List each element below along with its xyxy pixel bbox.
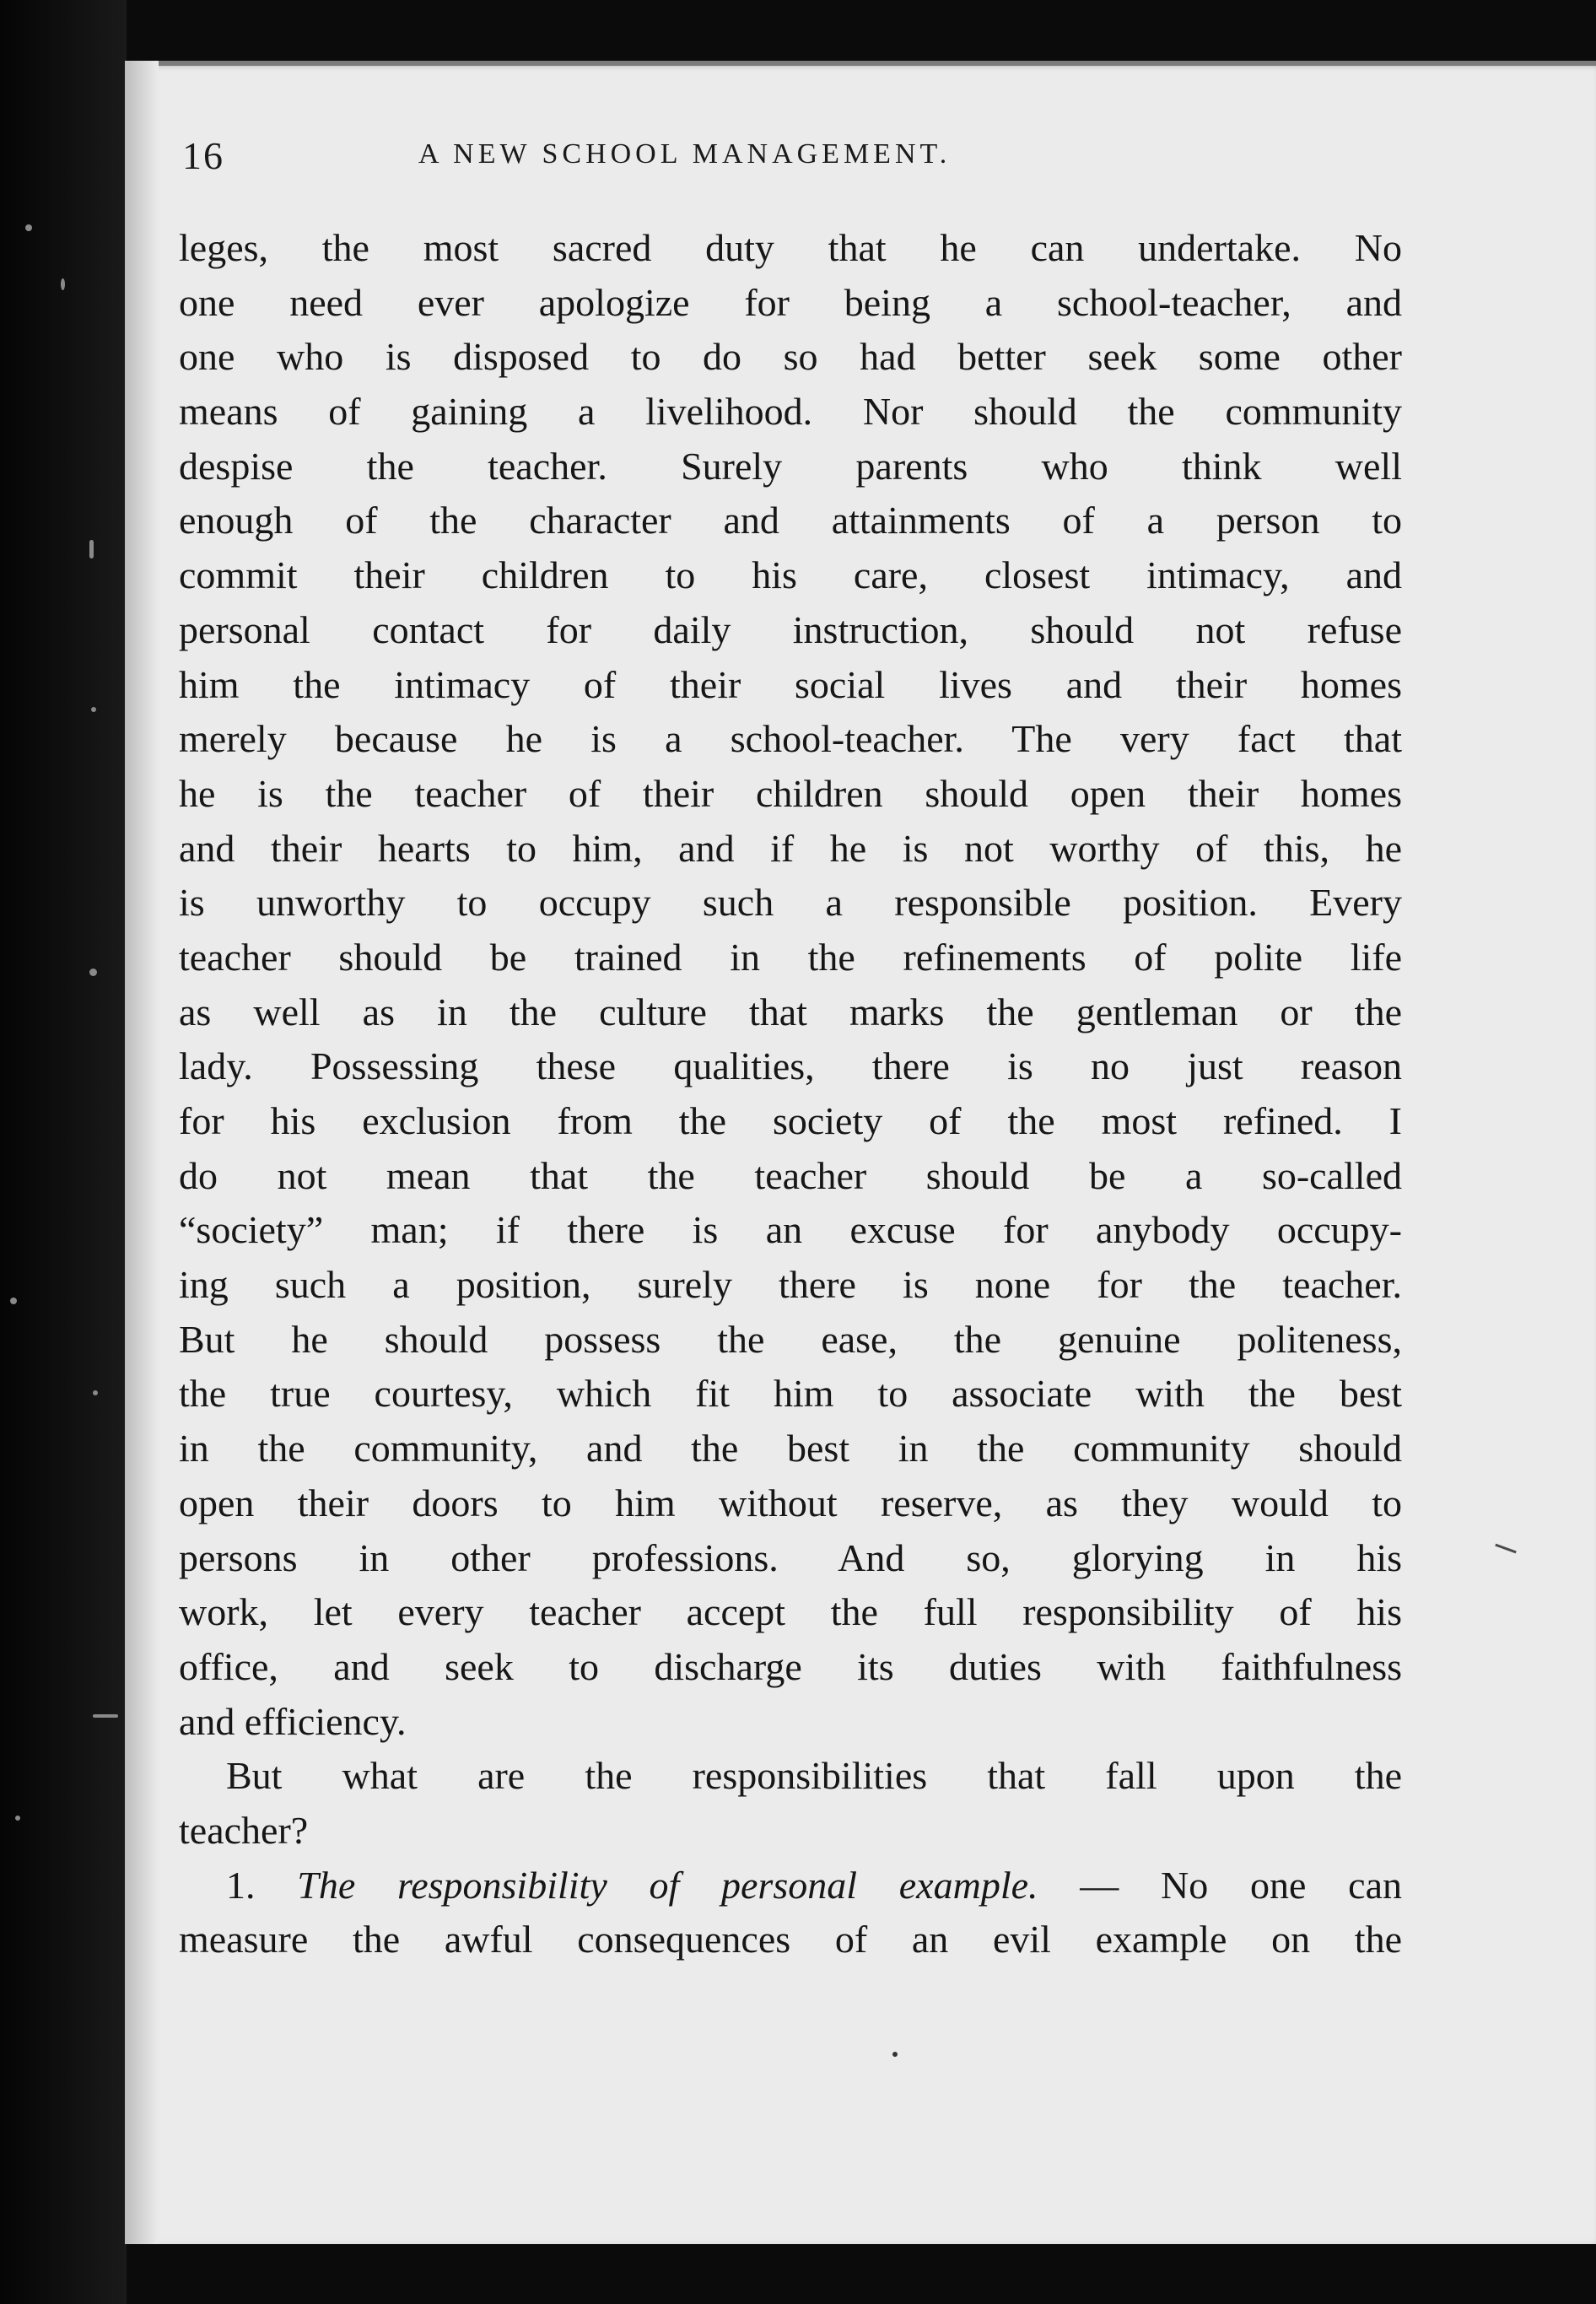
text-line: ing such a position, surely there is none for the teacher.	[179, 1263, 1402, 1307]
text-line: means of gaining a livelihood. Nor should the community	[179, 390, 1402, 434]
scan-speck	[89, 969, 97, 976]
text-line: measure the awful consequences of an evil example on the	[179, 1918, 1402, 1961]
text-line: persons in other professions. And so, glorying in his	[179, 1535, 1402, 1579]
running-head	[182, 133, 1171, 187]
text-line: But he should possess the ease, the genuine politeness,	[179, 1317, 1402, 1361]
running-title: A NEW SCHOOL MANAGEMENT.	[418, 138, 952, 170]
text-line: in the community, and the best in the community should	[179, 1427, 1402, 1470]
scan-speck	[61, 278, 65, 290]
text-line: is unworthy to occupy such a responsible position. Every	[179, 881, 1402, 925]
text-line: teacher?	[179, 1808, 309, 1852]
heading-continuation: — No one can	[1080, 1863, 1402, 1907]
text-line: open their doors to him without reserve, as they would to	[179, 1481, 1402, 1524]
text-line: leges, the most sacred duty that he can undertake. No	[179, 226, 1402, 269]
text-line: commit their children to his care, closest intimacy, and	[179, 553, 1402, 597]
scan-speck	[10, 1298, 17, 1304]
text-line: for his exclusion from the society of the most refined. I	[179, 1099, 1402, 1142]
text-line: he is the teacher of their children should open their homes	[179, 771, 1402, 815]
page-top-edge	[125, 61, 1596, 66]
ink-dot	[892, 2052, 898, 2057]
text-line: merely because he is a school-teacher. The very fact that	[179, 717, 1402, 761]
scan-speck	[89, 540, 94, 558]
paragraph	[179, 1749, 1402, 1858]
italic-heading: The responsibility of personal example.	[297, 1863, 1038, 1907]
scan-speck	[93, 1714, 118, 1718]
text-line: personal contact for daily instruction, should not refuse	[179, 607, 1402, 651]
paragraph	[179, 221, 1402, 1749]
text-line: the true courtesy, which fit him to associate with the best	[179, 1372, 1402, 1416]
scan-speck	[15, 1816, 20, 1821]
text-line: work, let every teacher accept the full responsibility of his	[179, 1590, 1402, 1634]
text-line: do not mean that the teacher should be a so-called	[179, 1153, 1402, 1197]
text-line: enough of the character and attainments of a person to	[179, 499, 1402, 542]
text-line: and their hearts to him, and if he is not worthy of this, he	[179, 826, 1402, 870]
numbered-heading-line	[179, 1859, 1402, 1913]
book-binding-edge	[0, 0, 127, 2304]
text-line: office, and seek to discharge its duties with faithfulness	[179, 1644, 1402, 1688]
page-gutter-shadow	[125, 61, 159, 2244]
text-line: But what are the responsibilities that fall upon the	[226, 1754, 1402, 1798]
text-line: one need ever apologize for being a school-teacher, and	[179, 280, 1402, 324]
text-line: “society” man; if there is an excuse for anybody occupy-	[179, 1208, 1402, 1252]
scan-speck	[93, 1390, 98, 1395]
scan-speck	[25, 224, 32, 231]
text-line: lady. Possessing these qualities, there is no just reason	[179, 1044, 1402, 1088]
body-text	[179, 221, 1402, 1967]
text-line: teacher should be trained in the refinements of polite life	[179, 935, 1402, 979]
page-number: 16	[182, 134, 224, 177]
text-line: as well as in the culture that marks the gentleman or the	[179, 990, 1402, 1033]
item-number: 1.	[226, 1863, 256, 1907]
text-line: despise the teacher. Surely parents who think well	[179, 444, 1402, 488]
text-line: him the intimacy of their social lives and their homes	[179, 662, 1402, 706]
text-line: and efficiency.	[179, 1699, 407, 1743]
text-line: one who is disposed to do so had better seek some other	[179, 335, 1402, 379]
scan-speck	[91, 707, 96, 712]
numbered-paragraph	[179, 1859, 1402, 1967]
